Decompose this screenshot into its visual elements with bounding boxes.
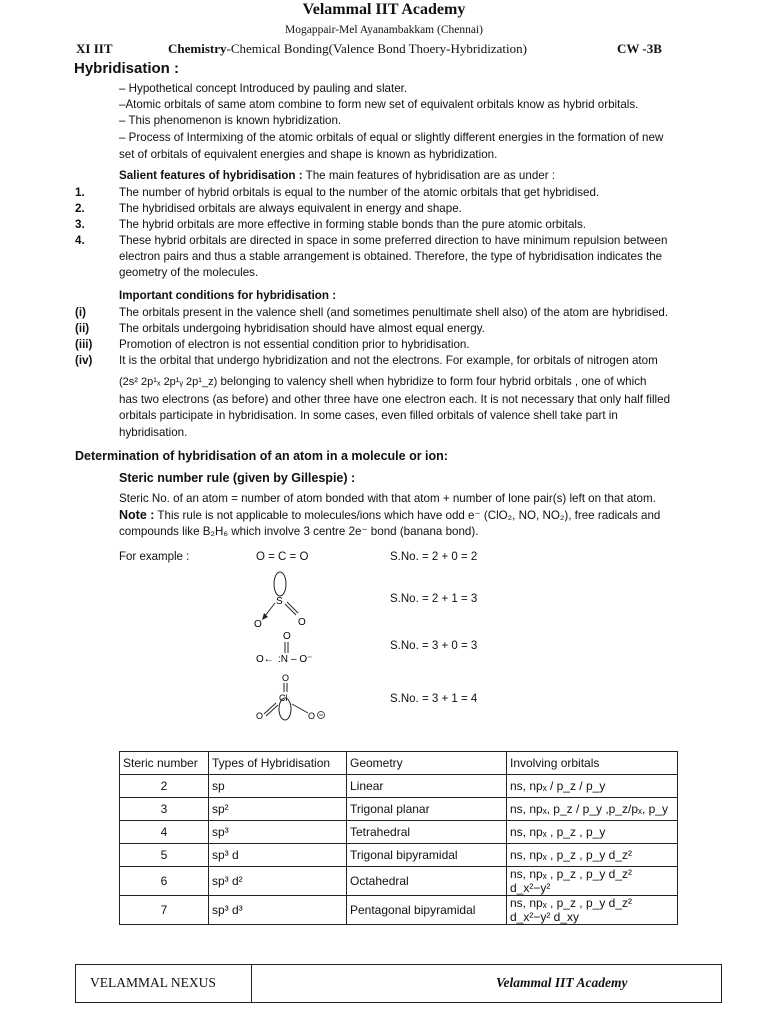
intro-line: –Atomic orbitals of same atom combine to form new set of equivalent orbitals know as hybrid orbitals. (119, 98, 639, 111)
worksheet-code: CW -3B (617, 41, 662, 56)
geometry-cell: Pentagonal bipyramidal (347, 896, 507, 925)
atom-cl: Cl (279, 693, 288, 703)
condition-item: Promotion of electron is not essential condition prior to hybridisation. (119, 338, 470, 351)
note-text: This rule is not applicable to molecules/ions which have odd e⁻ (ClO₂, NO, NO₂), free radicals and (154, 509, 661, 522)
condition-item: hybridisation. (119, 426, 188, 439)
note-label: Note : (119, 508, 155, 522)
hybridisation-cell: sp (209, 775, 347, 798)
subject-line (168, 41, 527, 57)
intro-line: set of orbitals of equivalent energies and shape is known as hybridization. (119, 148, 498, 161)
salient-num: 4. (75, 234, 85, 247)
atom-o: O (298, 617, 306, 628)
salient-item: electron pairs and thus a stable arrangement is obtained. Therefore, the type of hybridisation indicates the (119, 250, 663, 263)
no3-structure (254, 628, 324, 668)
condition-num: (iii) (75, 338, 93, 351)
hybridisation-cell: sp² (209, 798, 347, 821)
table-row (120, 775, 678, 798)
table-row (120, 896, 678, 925)
footer-box (75, 964, 722, 1003)
so2-structure (250, 570, 320, 630)
clo3-structure (254, 672, 334, 722)
salient-num: 2. (75, 202, 85, 215)
steric-number-cell: 6 (120, 867, 209, 896)
atom-n: :N (278, 654, 288, 665)
subject-name: Chemistry (168, 41, 227, 56)
bond-line (292, 704, 308, 713)
nitrogen-config: (2s² 2p¹ₓ 2p¹ᵧ 2p¹_z) (119, 376, 218, 388)
bond-line (265, 603, 275, 616)
orbitals-cell: ns, npₓ , p_z , p_y d_z² d_x²−y² (507, 867, 678, 896)
geometry-cell: Octahedral (347, 867, 507, 896)
orbitals-cell: ns, npₓ , p_z , p_y d_z² (507, 844, 678, 867)
table-row (120, 798, 678, 821)
column-header: Involving orbitals (507, 752, 678, 775)
orbitals-cell: ns, npₓ , p_z , p_y (507, 821, 678, 844)
footer-divider (251, 965, 252, 1002)
atom-o-top: O (283, 631, 291, 642)
salient-lead: The main features of hybridisation are as under : (302, 169, 556, 182)
atom-o-left: O (256, 711, 264, 721)
condition-num: (ii) (75, 322, 90, 335)
salient-item: The hybrid orbitals are more effective in forming stable bonds than the pure atomic orbitals. (119, 218, 586, 231)
salient-item: The hybridised orbitals are always equivalent in energy and shape. (119, 202, 462, 215)
steric-number-clo3: S.No. = 3 + 1 = 4 (390, 693, 478, 705)
geometry-cell: Trigonal bipyramidal (347, 844, 507, 867)
steric-number-co2: S.No. = 2 + 0 = 2 (390, 551, 478, 563)
table-row (120, 867, 678, 896)
hybridisation-cell: sp³ d (209, 844, 347, 867)
atom-o-right: O (308, 711, 316, 721)
determination-heading: Determination of hybridisation of an atom in a molecule or ion: (75, 449, 448, 463)
steric-number-cell: 2 (120, 775, 209, 798)
column-header: Geometry (347, 752, 507, 775)
steric-rule-heading: Steric number rule (given by Gillespie) : (119, 471, 356, 485)
condition-item: orbitals participate in hybridisation. In some cases, even filled orbitals of valence shell take part in (119, 409, 618, 422)
atom-s: S (276, 596, 283, 607)
condition-item: has two electrons (as before) and other three have one electron each. It is not necessary that only half filled (119, 393, 671, 406)
orbitals-cell: ns, npₓ, p_z / p_y ,p_z/pₓ, p_y (507, 798, 678, 821)
intro-line: – Hypothetical concept Introduced by pauling and slater. (119, 82, 408, 95)
steric-number-so2: S.No. = 2 + 1 = 3 (390, 593, 478, 605)
table-row (120, 844, 678, 867)
conditions-heading: Important conditions for hybridisation : (119, 289, 337, 302)
atom-o-right: – O⁻ (291, 654, 313, 665)
salient-item: geometry of the molecules. (119, 266, 259, 279)
footer-left: VELAMMAL NEXUS (90, 975, 216, 990)
example-label: For example : (119, 551, 190, 563)
orbitals-cell: ns, npₓ / p_z / p_y (507, 775, 678, 798)
salient-num: 1. (75, 186, 85, 199)
geometry-cell: Trigonal planar (347, 798, 507, 821)
condition-num: (i) (75, 306, 86, 319)
geometry-cell: Linear (347, 775, 507, 798)
steric-rule-text: Steric No. of an atom = number of atom bonded with that atom + number of lone pair(s) left on that atom. (119, 492, 656, 505)
note-line (119, 507, 695, 524)
atom-o-top: O (282, 673, 290, 683)
column-header: Steric number (120, 752, 209, 775)
academy-title: Velammal IIT Academy (302, 1, 466, 18)
atom-o: O (254, 619, 262, 630)
orbitals-cell: ns, npₓ , p_z , p_y d_z² d_x²−y² d_xy (507, 896, 678, 925)
footer-right: Velammal IIT Academy (496, 975, 628, 990)
condition-item: The orbitals undergoing hybridisation should have almost equal energy. (119, 322, 485, 335)
intro-line: – Process of Intermixing of the atomic orbitals of equal or slightly different energies in the formation of new (119, 131, 664, 144)
topic-name: -Chemical Bonding(Valence Bond Thoery-Hybridization) (226, 41, 527, 56)
steric-number-no3: S.No. = 3 + 0 = 3 (390, 640, 478, 652)
salient-item: These hybrid orbitals are directed in space in some preferred direction to have minimum repulsion between (119, 234, 668, 247)
hybridisation-cell: sp³ (209, 821, 347, 844)
hybridisation-cell: sp³ d³ (209, 896, 347, 925)
section-title: Hybridisation : (74, 60, 180, 77)
note-line: compounds like B₂H₆ which involve 3 centre 2e⁻ bond (banana bond). (119, 525, 479, 538)
column-header: Types of Hybridisation (209, 752, 347, 775)
class-label: XI IIT (76, 41, 113, 56)
steric-number-cell: 7 (120, 896, 209, 925)
geometry-cell: Tetrahedral (347, 821, 507, 844)
academy-location: Mogappair-Mel Ayanambakkam (Chennai) (285, 24, 483, 36)
steric-number-cell: 5 (120, 844, 209, 867)
atom-o-left: O← (256, 654, 274, 665)
condition-iv-config-line (119, 374, 695, 390)
salient-heading-line (119, 168, 695, 184)
intro-line: – This phenomenon is known hybridization. (119, 114, 342, 127)
salient-heading: Salient features of hybridisation : (119, 169, 303, 182)
salient-num: 3. (75, 218, 85, 231)
condition-item: It is the orbital that undergo hybridization and not the electrons. For example, for orbitals of nitrogen atom (119, 354, 658, 367)
lone-pair-lobe (274, 572, 286, 596)
hybridisation-table (119, 751, 678, 925)
table-row (120, 821, 678, 844)
hybridisation-cell: sp³ d² (209, 867, 347, 896)
condition-item: The orbitals present in the valence shell (and sometimes penultimate shell also) of the atom are hybridised. (119, 306, 669, 319)
condition-iv-rest: belonging to valency shell when hybridize to form four hybrid orbitals , one of which (217, 375, 647, 388)
salient-item: The number of hybrid orbitals is equal to the number of the atomic orbitals that get hybridised. (119, 186, 600, 199)
table-header-row (120, 752, 678, 775)
steric-number-cell: 4 (120, 821, 209, 844)
co2-structure: O = C = O (256, 551, 309, 563)
condition-num: (iv) (75, 354, 93, 367)
steric-number-cell: 3 (120, 798, 209, 821)
